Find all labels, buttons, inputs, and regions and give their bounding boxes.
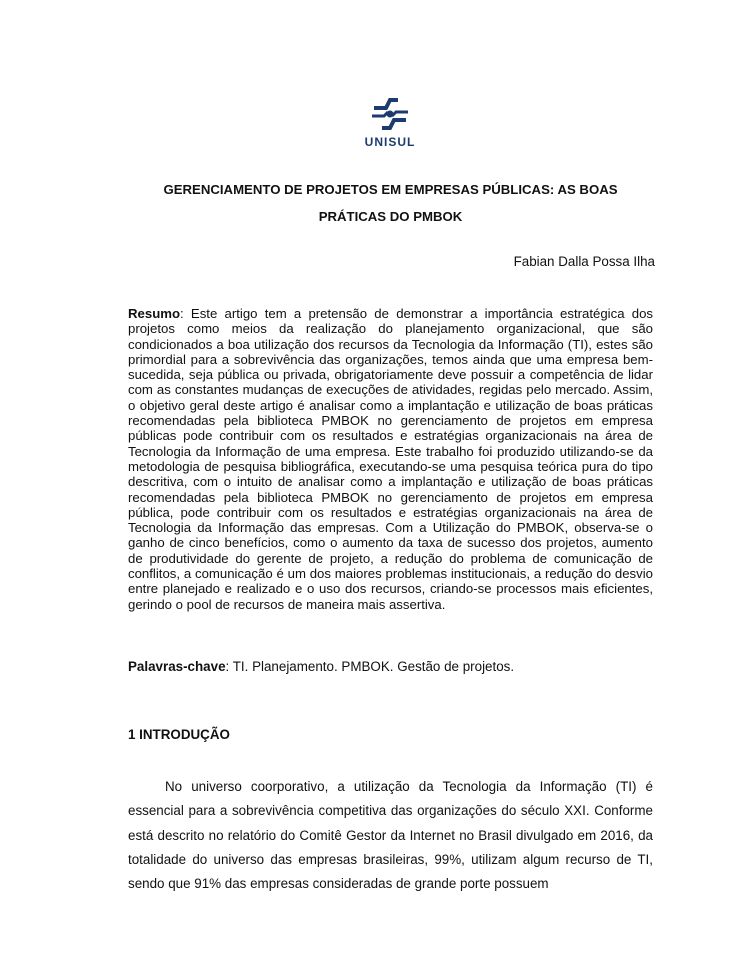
- abstract-text: : Este artigo tem a pretensão de demonstrar a importância estratégica dos projetos como meios da realização do planejamento organizacional, que são condicionados a boa utilização dos recursos da Tecnologia da Informação (TI), estes são primordial para a sobrevivência das organizações, temos ainda que uma empresa bem-sucedida, seja pública ou privada, obrigatoriamente deve possuir a competência de lidar com as constantes mudanças de execuções de atividades, regidas pelo mercado. Assim, o objetivo geral deste artigo é analisar como a implantação e utilização de boas práticas recomendadas pela biblioteca PMBOK no gerenciamento de projetos em empresa públicas pode contribuir com os resultados e estratégias organizacionais na área de Tecnologia da Informação de uma empresa. Este trabalho foi produzido utilizando-se da metodologia de pesquisa bibliográfica, executando-se uma pesquisa teórica pura do tipo descritiva, com o intuito de analisar como a implantação e utilização de boas práticas recomendadas pela biblioteca PMBOK no gerenciamento de projetos em empresa pública, pode contribuir com os resultados e estratégias organizacionais na área de Tecnologia da Informação das empresas. Com a Utilização do PMBOK, observa-se o ganho de cinco benefícios, como o aumento da taxa de sucesso dos projetos, aumento de produtividade do gerente de projeto, a redução do problema de comunicação de conflitos, a comunicação é um dos maiores problemas institucionais, a redução do desvio entre planejado e realizado e o uso dos recursos, criando-se processos mais eficientes, gerindo o pool de recursos de maneira mais assertiva.: [128, 306, 653, 612]
- logo-text: UNISUL: [364, 135, 416, 149]
- unisul-logo: [345, 94, 435, 156]
- section-heading: 1 INTRODUÇÃO: [128, 727, 230, 742]
- abstract-label: Resumo: [128, 306, 181, 321]
- title-line-2: PRÁTICAS DO PMBOK: [318, 209, 463, 224]
- keywords: [128, 659, 653, 674]
- abstract: [128, 306, 653, 612]
- author-name: Fabian Dalla Possa Ilha: [513, 254, 655, 269]
- body-paragraph: No universo coorporativo, a utilização da Tecnologia da Informação (TI) é essencial para a sobrevivência competitiva das organizações do século XXI. Conforme está descrito no relatório do Comitê Gestor da Internet no Brasil divulgado em 2016, da totalidade do universo das empresas brasileiras, 99%, utilizam algum recurso de TI, sendo que 91% das empresas consideradas de grande porte possuem: [128, 779, 653, 892]
- keywords-label: Palavras-chave: [128, 659, 226, 674]
- unisul-emblem-icon: [368, 94, 412, 134]
- keywords-text: : TI. Planejamento. PMBOK. Gestão de projetos.: [225, 659, 515, 674]
- paper-title: [128, 176, 653, 230]
- title-line-1: GERENCIAMENTO DE PROJETOS EM EMPRESAS PÚBLICAS: AS BOAS: [163, 182, 618, 197]
